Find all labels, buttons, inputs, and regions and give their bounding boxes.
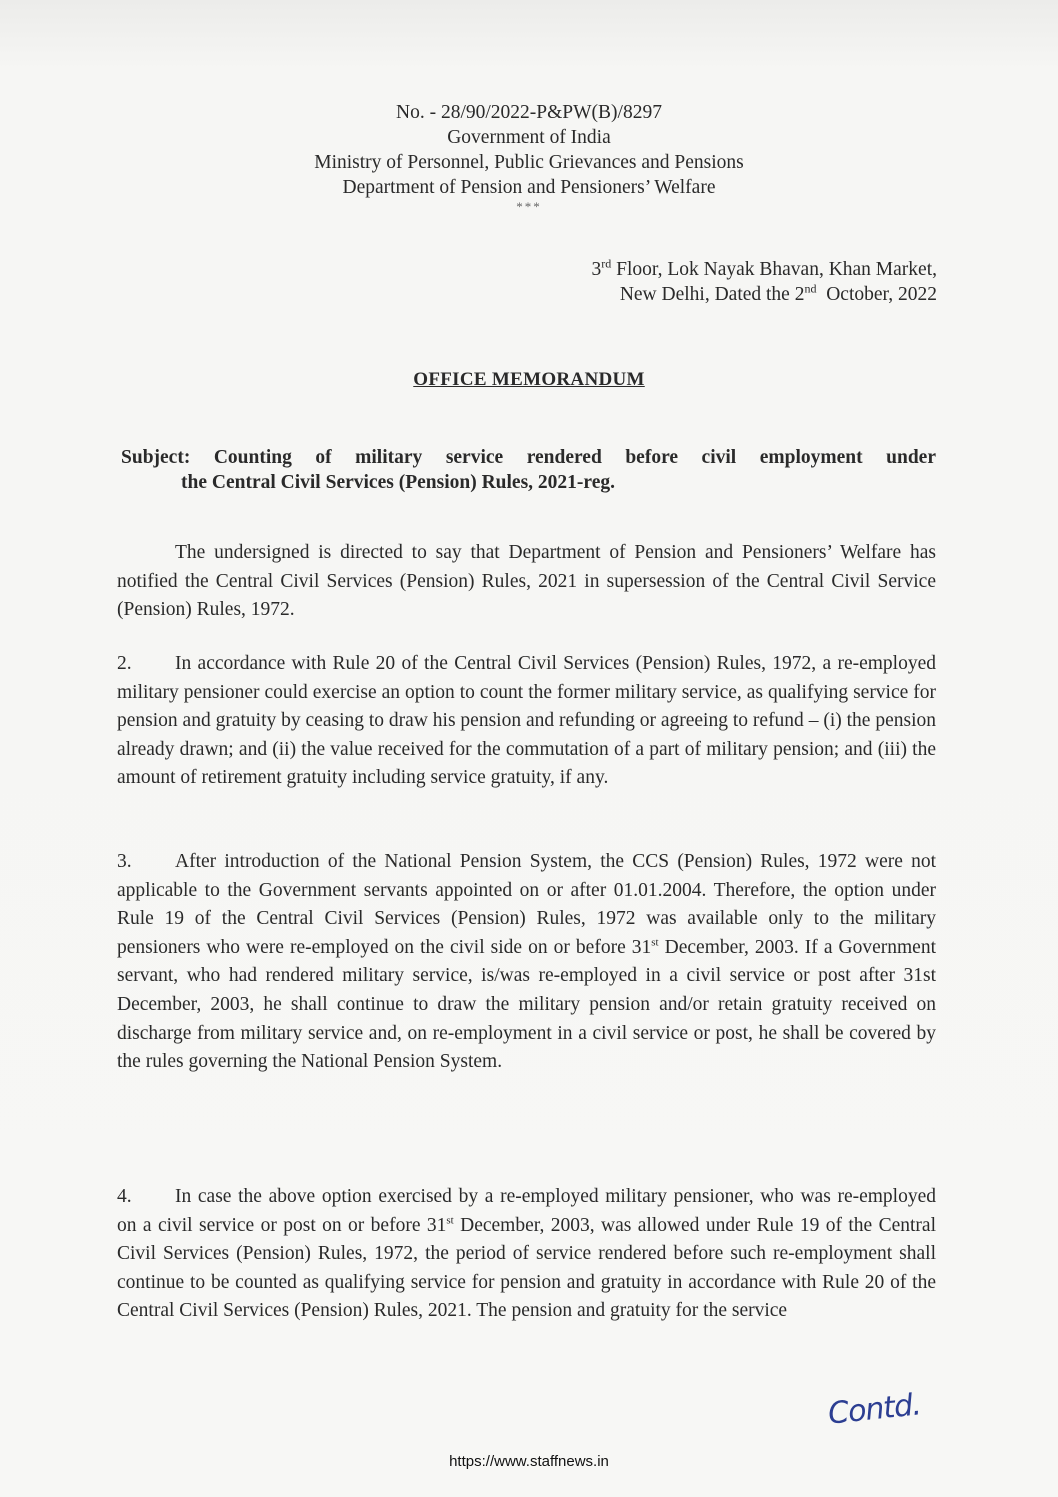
address-line: 3rd Floor, Lok Nayak Bhavan, Khan Market, [591, 256, 937, 280]
paragraph-number: 4. [117, 1186, 132, 1207]
paragraph-1: The undersigned is directed to say that Department of Pension and Pensioners’ Welfare has notified the Central Civil Services (Pension) Rules, 2021 in supersession of the Central Civil Service (Pension) Rules, 1972. [117, 542, 936, 621]
department-name: Department of Pension and Pensioners’ Welfare [342, 177, 716, 198]
handwritten-contd-note: Contd. [826, 1387, 923, 1432]
ministry-name: Ministry of Personnel, Public Grievances and Pensions [314, 152, 744, 173]
subject-line: Subject: Counting of military service rendered before civil employment under the Central Civil Services (Pension) Rules, 2021-reg. [121, 447, 936, 493]
memo-title: OFFICE MEMORANDUM [413, 369, 645, 390]
paragraph-4: 4. In case the above option exercised by a re-employed military pensioner, who was re-employed on a civil service or post on or before 31st December, 2003, was allowed under Rule 19 of the Central Civil Services (Pension) Rules, 1972, the period of service rendered before such re-employment shall continue to be counted as qualifying service for pension and gratuity in accordance with Rule 20 of the Central Civil Services (Pension) Rules, 2021. The pension and gratuity for the service [117, 1183, 936, 1326]
source-url[interactable]: https://www.staffnews.in [449, 1453, 609, 1470]
date-line: New Delhi, Dated the 2nd October, 2022 [619, 281, 937, 305]
paragraph-number: 3. [117, 851, 132, 872]
government-name: Government of India [447, 127, 611, 148]
letterhead [0, 100, 1058, 214]
paragraph-2: 2. In accordance with Rule 20 of the Central Civil Services (Pension) Rules, 1972, a re-employed military pensioner could exercise an option to count the former military service, as qualifying service for pension and gratuity by ceasing to draw his pension and refunding or agreeing to refund – (i) the pension already drawn; and (ii) the value received for the commutation of a part of military pension; and (iii) the amount of retirement gratuity including service gratuity, if any. [117, 650, 936, 793]
paragraph-3: 3. After introduction of the National Pension System, the CCS (Pension) Rules, 1972 were not applicable to the Government servants appointed on or after 01.01.2004. Therefore, the option under Rule 19 of the Central Civil Services (Pension) Rules, 1972 was available only to the military pensioners who were re-employed on the civil side on or before 31st December, 2003. If a Government servant, who had rendered military service, is/was re-employed in a civil service or post after 31st December, 2003, he shall continue to draw the military pension and/or retain gratuity received on discharge from military service and, on re-employment in a civil service or post, he shall be covered by the rules governing the National Pension System. [117, 848, 936, 1077]
paragraph-number: 2. [117, 653, 132, 674]
separator-stars: *** [516, 199, 542, 214]
file-number: No. - 28/90/2022-P&PW(B)/8297 [396, 102, 662, 123]
address-block [591, 257, 937, 307]
